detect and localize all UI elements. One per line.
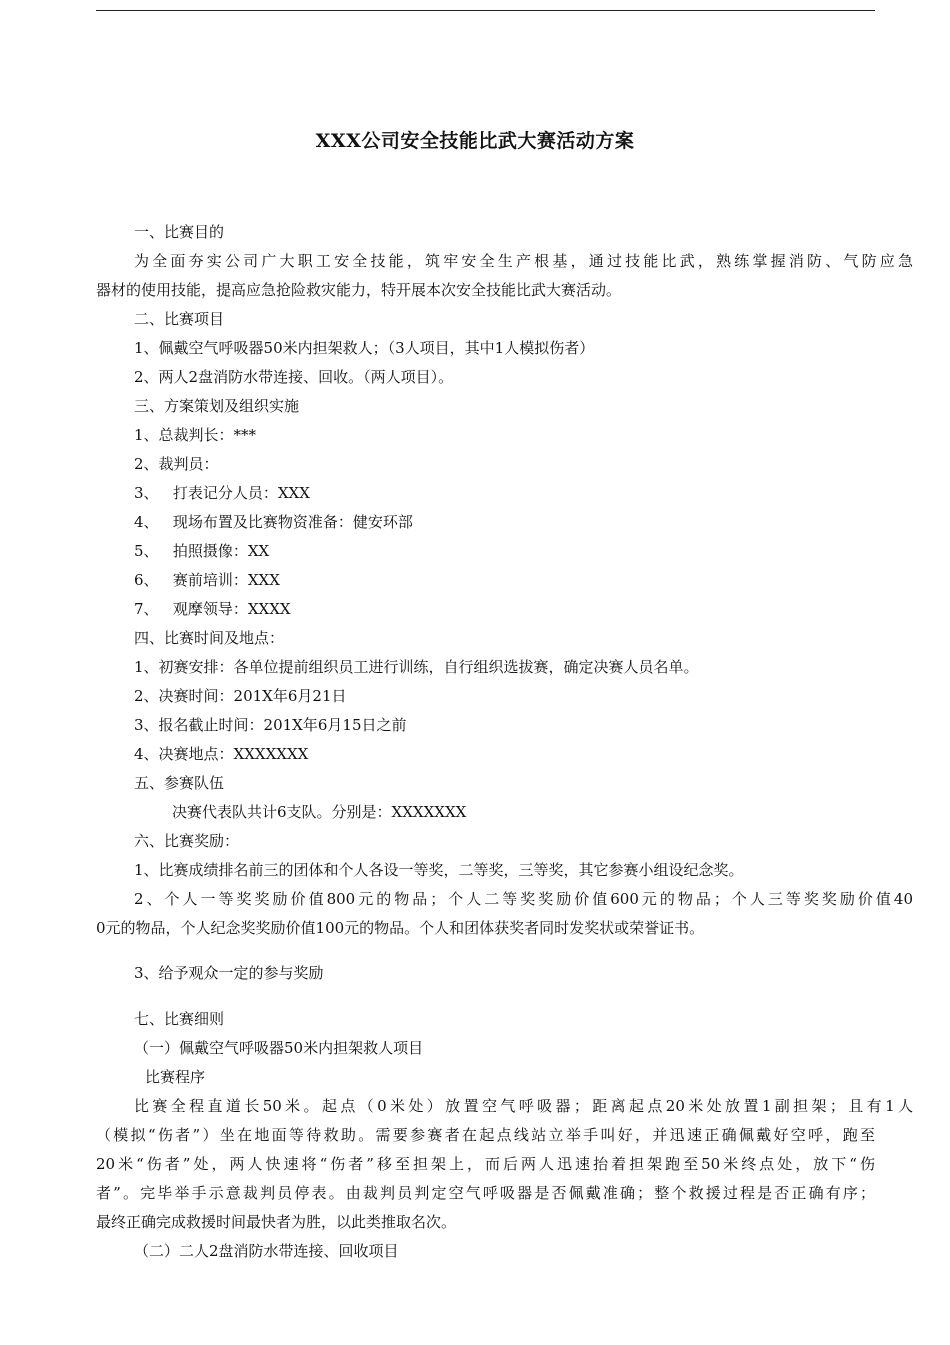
paragraph-line: 比赛全程直道长50米。起点（0米处）放置空气呼吸器；距离起点20米处放置1副担架；且有1人 (134, 1097, 913, 1115)
paragraph-line: 0元的物品，个人纪念奖奖励价值100元的物品。个人和团体获奖者同时发奖状或荣誉证书。 (96, 919, 705, 937)
paragraph-line: 20米“伤者”处，两人快速将“伤者”移至担架上，而后两人迅速抬着担架跑至50米终点处，放下“伤 (96, 1155, 875, 1173)
paragraph-line: 最终正确完成救援时间最快者为胜，以此类推取名次。 (96, 1213, 457, 1231)
list-item: 7、 观摩领导：XXXX (134, 600, 291, 618)
list-item: 4、决赛地点：XXXXXXX (134, 745, 309, 763)
list-item: 3、给予观众一定的参与奖励 (134, 964, 324, 982)
subsection-heading: （二）二人2盘消防水带连接、回收项目 (134, 1242, 399, 1260)
section-heading: 六、比赛奖励： (134, 832, 240, 850)
list-item: 6、 赛前培训：XXX (134, 571, 280, 589)
list-item: 2、个人一等奖奖励价值800元的物品；个人二等奖奖励价值600元的物品；个人三等奖奖励价值40 (134, 890, 913, 908)
section-heading: 四、比赛时间及地点： (134, 629, 285, 647)
list-item: 3、报名截止时间：201X年6月15日之前 (134, 716, 407, 734)
document-title: XXX公司安全技能比武大赛活动方案 (315, 130, 635, 152)
section-heading: 五、参赛队伍 (134, 774, 225, 792)
paragraph-line: 为全面夯实公司广大职工安全技能，筑牢安全生产根基，通过技能比武，熟练掌握消防、气防应急 (134, 252, 913, 270)
list-item: 3、 打表记分人员：XXX (134, 484, 310, 502)
list-item: 1、初赛安排：各单位提前组织员工进行训练，自行组织选拔赛，确定决赛人员名单。 (134, 658, 699, 676)
list-item: 1、比赛成绩排名前三的团体和个人各设一等奖，二等奖，三等奖，其它参赛小组设纪念奖。 (134, 861, 744, 879)
subsection-label: 比赛程序 (145, 1068, 206, 1086)
paragraph-line: 器材的使用技能，提高应急抢险救灾能力，特开展本次安全技能比武大赛活动。 (96, 281, 622, 299)
list-item: 2、决赛时间：201X年6月21日 (134, 687, 347, 705)
list-item: 1、总裁判长：*** (134, 426, 257, 444)
list-item: 2、两人2盘消防水带连接、回收。（两人项目）。 (134, 368, 454, 386)
subsection-heading: （一）佩戴空气呼吸器50米内担架救人项目 (134, 1039, 424, 1057)
paragraph-line: （模拟“伤者”）坐在地面等待救助。需要参赛者在起点线站立举手叫好，并迅速正确佩戴好空呼，跑至 (96, 1126, 875, 1144)
section-heading: 二、比赛项目 (134, 310, 225, 328)
list-item: 5、 拍照摄像：XX (134, 542, 270, 560)
header-rule (96, 10, 875, 11)
paragraph-line: 者”。完毕举手示意裁判员停表。由裁判员判定空气呼吸器是否佩戴准确；整个救援过程是否正确有序； (96, 1184, 875, 1202)
list-item: 4、 现场布置及比赛物资准备：健安环部 (134, 513, 413, 531)
list-item: 2、裁判员： (134, 455, 219, 473)
section-heading: 一、比赛目的 (134, 223, 225, 241)
list-item: 1、佩戴空气呼吸器50米内担架救人；（3人项目，其中1人模拟伤者） (134, 339, 595, 357)
section-heading: 七、比赛细则 (134, 1010, 225, 1028)
section-heading: 三、方案策划及组织实施 (134, 397, 300, 415)
paragraph-line: 决赛代表队共计6支队。分别是：XXXXXXX (172, 803, 467, 821)
